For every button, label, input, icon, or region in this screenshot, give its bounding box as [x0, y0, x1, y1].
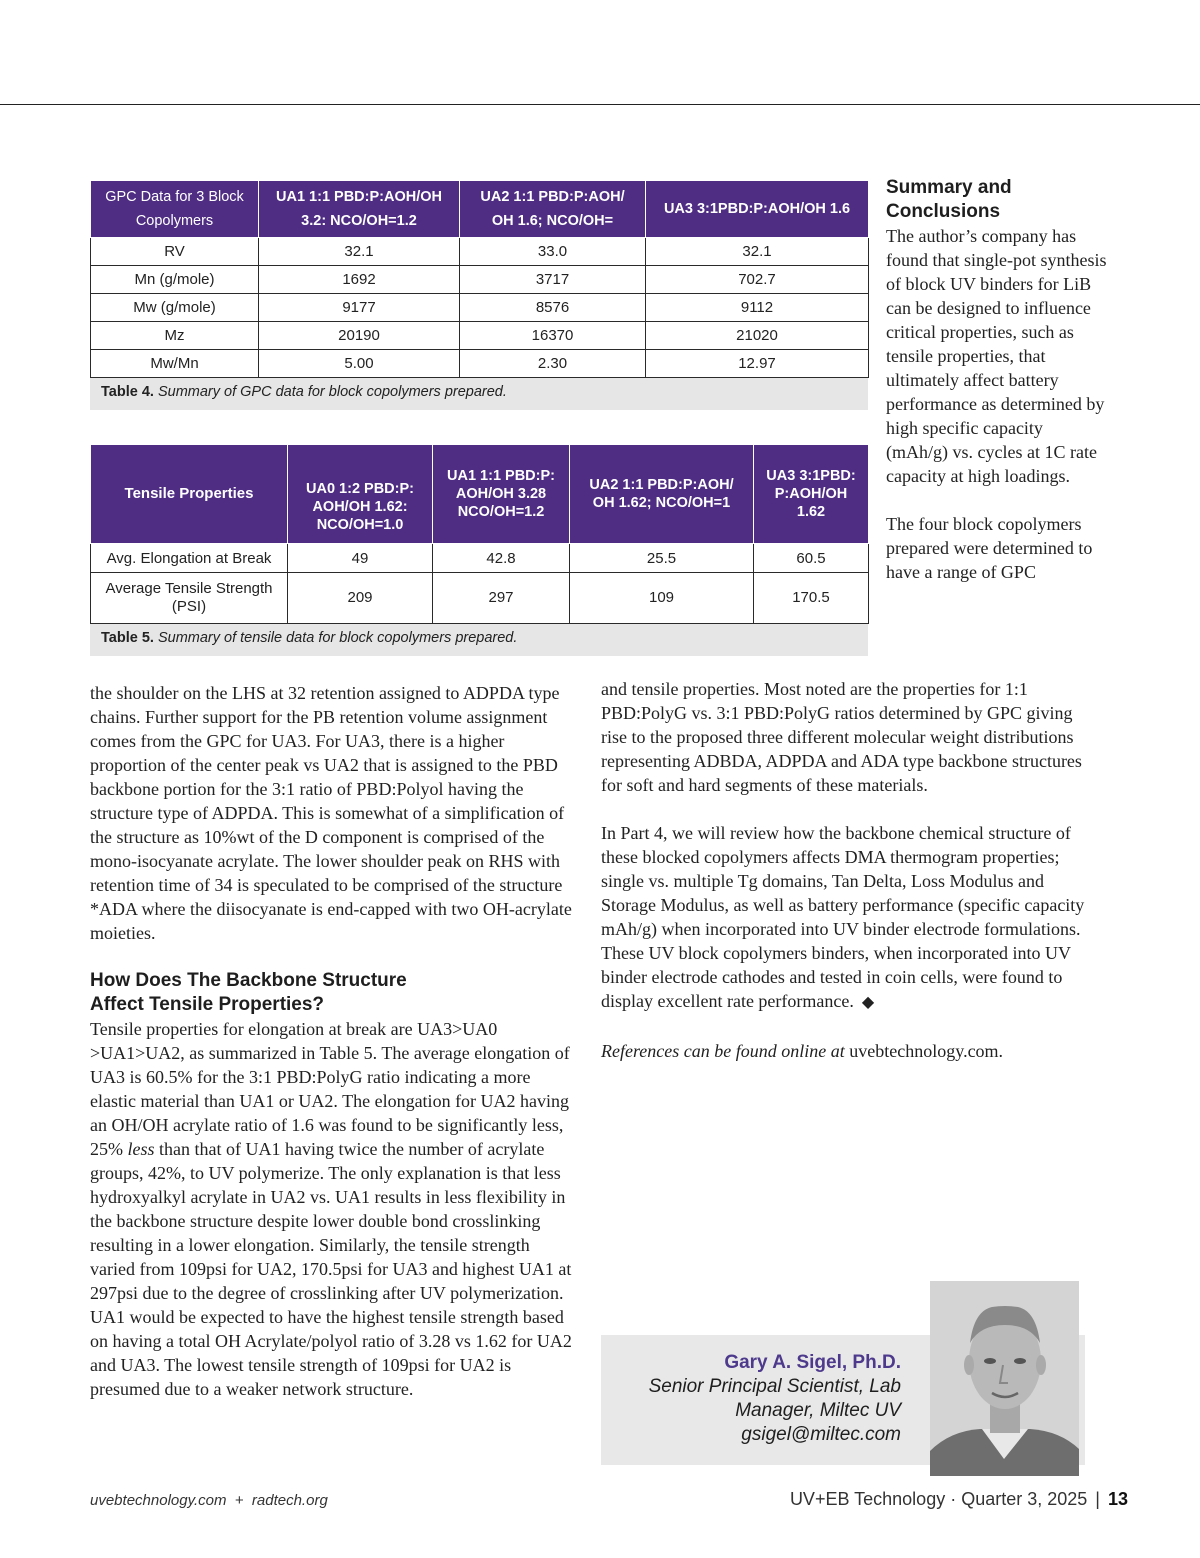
author-title: Manager, Miltec UV — [735, 1400, 901, 1421]
table-cell: 60.5 — [754, 544, 869, 573]
table-cell: 9112 — [646, 294, 869, 322]
end-diamond-icon: ◆ — [861, 994, 875, 1011]
author-name: Gary A. Sigel, Ph.D. — [724, 1352, 901, 1373]
middle-column — [601, 677, 1086, 1063]
left-column — [90, 681, 575, 1401]
table-row — [91, 322, 869, 350]
page-number: 13 — [1107, 1489, 1128, 1509]
summary-paragraph: The four block copolymers prepared were determined to have a range of GPC — [886, 514, 1093, 582]
references-text: References can be found online at — [601, 1041, 845, 1061]
author-email[interactable]: gsigel@miltec.com — [741, 1424, 901, 1445]
body-text: In Part 4, we will review how the backbone chemical structure of these blocked copolymers affects DMA thermogram properties; single vs. multiple Tg domains, Tan Delta, Loss Modulus and Storage Modulus, as well as battery performance (specific capacity mAh/g) when incorporated into UV binder electrode formulations. These UV block copolymers binders, when incorporated into UV binder electrode cathodes and tested in coin cells, were found to display excellent rate performance. — [601, 823, 1085, 1011]
table-header: GPC Data for 3 Block Copolymers — [91, 181, 259, 238]
body-paragraph: the shoulder on the LHS at 32 retention assigned to ADPDA type chains. Further support for the PB retention volume assignment comes from the GPC for UA3. For UA3, there is a higher proportion of the center peak vs UA2 that is assigned to the PBD backbone portion for the 3:1 ratio of PBD:Polyol having the structure type of ADPDA. This is somewhat of a simplification of the structure as 10%wt of the D component is comprised of the mono-isocyanate acrylate. The lower shoulder peak on RHS with retention time of 34 is speculated to be comprised of the structure *ADA where the diisocyanate is end-capped with two OH-acrylate moieties. — [90, 683, 572, 943]
table-header: UA3 3:1PBD: P:AOH/OH 1.62 — [754, 445, 869, 544]
footer-publication — [790, 1489, 1128, 1510]
body-text: than that of UA1 having twice the number of acrylate groups, 42%, to UV polymerize. The only explanation is that less hydroxyalkyl acrylate in UA2 vs. UA1 results in less flexibility in the backbone structure despite lower double bond crosslinking resulting in a lower elongation. Similarly, the tensile strength varied from 109psi for UA2, 170.5psi for UA3 and highest UA1 at 297psi due to the degree of crosslinking after UV polymerization. UA1 would be expected to have the highest tensile strength based on having a total OH Acrylate/polyol ratio of 3.28 vs 1.62 for UA2 and UA3. The lowest tensile strength of 109psi for UA2 is presumed due to a weaker network structure. — [90, 1139, 572, 1399]
table-cell: 5.00 — [259, 350, 460, 378]
body-paragraph — [90, 1017, 575, 1401]
table-header-row — [91, 445, 869, 544]
table-cell: 297 — [433, 573, 570, 624]
table-cell: Mz — [91, 322, 259, 350]
table-header: UA1 1:1 PBD:P: AOH/OH 3.28 NCO/OH=1.2 — [433, 445, 570, 544]
table-header: UA2 1:1 PBD:P:AOH/ OH 1.62; NCO/OH=1 — [570, 445, 754, 544]
gpc-table — [90, 180, 869, 378]
body-paragraph: and tensile properties. Most noted are the properties for 1:1 PBD:PolyG vs. 3:1 PBD:PolyG ratios determined by GPC giving rise to the proposed three different molecular weight distributions representing ADBDA, ADPDA and ADA type backbone structures for soft and hard segments of these materials. — [601, 679, 1082, 795]
publication-name: UV+EB Technology · Quarter 3, 2025 — [789, 1489, 1088, 1509]
author-photo — [930, 1281, 1079, 1476]
table-cell: 702.7 — [646, 266, 869, 294]
table-cell: Mw (g/mole) — [91, 294, 259, 322]
table-cell: 42.8 — [433, 544, 570, 573]
table-cell: 20190 — [259, 322, 460, 350]
caption-text: Summary of GPC data for block copolymers prepared. — [157, 384, 507, 400]
table-cell: 32.1 — [259, 238, 460, 266]
table-cell: 49 — [288, 544, 433, 573]
body-paragraph — [601, 821, 1086, 1015]
table-caption — [90, 624, 868, 656]
table-header: UA3 3:1PBD:P:AOH/OH 1.6 — [646, 181, 869, 238]
author-info — [649, 1351, 901, 1447]
table-4 — [90, 180, 868, 410]
table-cell: 2.30 — [460, 350, 646, 378]
table-cell: Mn (g/mole) — [91, 266, 259, 294]
table-cell: 109 — [570, 573, 754, 624]
caption-text: Summary of tensile data for block copolymers prepared. — [157, 630, 518, 646]
table-row — [91, 544, 869, 573]
table-header: UA2 1:1 PBD:P:AOH/ OH 1.6; NCO/OH= — [460, 181, 646, 238]
table-cell: 25.5 — [570, 544, 754, 573]
table-caption — [90, 378, 868, 410]
emphasis-text: less — [127, 1139, 155, 1159]
table-cell: 209 — [288, 573, 433, 624]
table-row — [91, 294, 869, 322]
top-rule — [0, 104, 1200, 105]
table-row — [91, 266, 869, 294]
table-header: UA0 1:2 PBD:P: AOH/OH 1.62: NCO/OH=1.0 — [288, 445, 433, 544]
caption-label: Table 5. — [101, 630, 154, 646]
table-cell: 3717 — [460, 266, 646, 294]
table-cell: 12.97 — [646, 350, 869, 378]
references-note — [601, 1039, 1086, 1063]
table-row — [91, 350, 869, 378]
table-header-row — [91, 181, 869, 238]
table-cell: 9177 — [259, 294, 460, 322]
footer-separator: | — [1095, 1489, 1100, 1509]
table-cell: 1692 — [259, 266, 460, 294]
table-cell: Avg. Elongation at Break — [91, 544, 288, 573]
body-text: Tensile properties for elongation at break are UA3>UA0 >UA1>UA2, as summarized in Table 5. The average elongation of UA3 is 60.5% for the 3:1 PBD:PolyG ratio indicating a more elastic material than UA1 or UA2. The elongation for UA2 having an OH/OH acrylate ratio of 1.6 was found to be significantly less, 25% — [90, 1019, 570, 1159]
tensile-table — [90, 444, 869, 624]
table-cell: 33.0 — [460, 238, 646, 266]
table-5 — [90, 444, 868, 656]
table-header: UA1 1:1 PBD:P:AOH/OH 3.2: NCO/OH=1.2 — [259, 181, 460, 238]
summary-paragraph: The author’s company has found that single-pot synthesis of block UV binders for LiB can be designed to influence critical properties, such as tensile properties, that ultimately affect battery performance as determined by high specific capacity (mAh/g) vs. cycles at 1C rate capacity at high loadings. — [886, 226, 1107, 486]
caption-label: Table 4. — [101, 384, 154, 400]
references-link[interactable]: uvebtechnology.com. — [849, 1041, 1004, 1061]
table-cell: Average Tensile Strength (PSI) — [91, 573, 288, 624]
table-cell: 8576 — [460, 294, 646, 322]
table-cell: 32.1 — [646, 238, 869, 266]
table-cell: RV — [91, 238, 259, 266]
table-row — [91, 238, 869, 266]
table-cell: 16370 — [460, 322, 646, 350]
table-cell: Mw/Mn — [91, 350, 259, 378]
author-title: Senior Principal Scientist, Lab — [648, 1376, 901, 1397]
summary-column — [886, 176, 1108, 584]
author-portrait-image — [930, 1281, 1079, 1476]
footer-sites: uvebtechnology.com + radtech.org — [90, 1492, 328, 1509]
table-cell: 170.5 — [754, 573, 869, 624]
table-row — [91, 573, 869, 624]
table-header: Tensile Properties — [91, 445, 288, 544]
summary-heading: Summary and Conclusions — [886, 177, 1012, 222]
section-heading: How Does The Backbone Structure Affect Tensile Properties? — [90, 970, 407, 1015]
table-cell: 21020 — [646, 322, 869, 350]
